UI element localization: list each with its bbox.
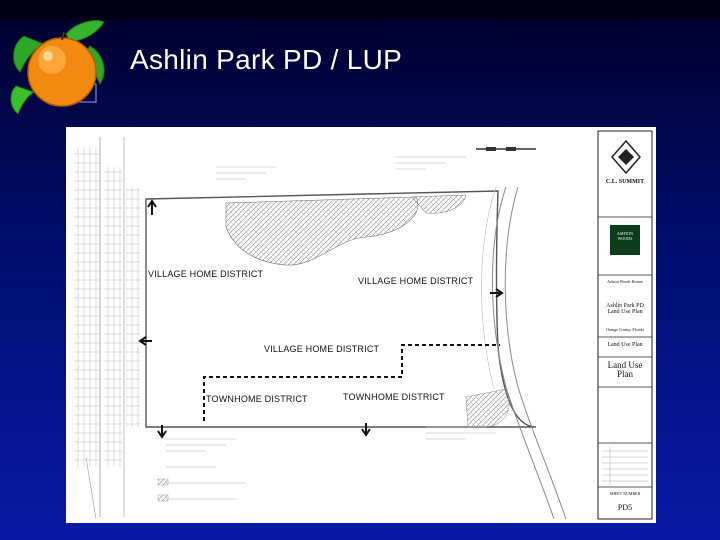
village-home-district-west-label: VILLAGE HOME DISTRICT	[148, 269, 264, 279]
townhome-district-east-label: TOWNHOME DISTRICT	[343, 392, 445, 402]
village-home-district-east-label: VILLAGE HOME DISTRICT	[358, 276, 474, 286]
project-title: Ashlin Park PD Land Use Plan	[606, 303, 644, 315]
sheet-title-small: Land Use Plan	[607, 342, 643, 348]
sheet-title-large: Land Use Plan	[607, 360, 643, 379]
village-home-district-center-label: VILLAGE HOME DISTRICT	[264, 344, 380, 354]
sheet-number-label: SHEET NUMBER	[609, 491, 641, 496]
land-use-plan-drawing	[66, 127, 656, 523]
builder-logo-text: ASHTON WOODS	[616, 231, 634, 241]
slide-title: Ashlin Park PD / LUP	[130, 44, 403, 75]
builder-name: Ashton Woods Homes	[607, 279, 643, 284]
orange-logo-icon	[4, 14, 116, 118]
county-name: Orange County, Florida	[606, 327, 644, 332]
firm-name: C.L. SUMMIT	[605, 179, 645, 185]
townhome-district-west-label: TOWNHOME DISTRICT	[206, 394, 308, 404]
sheet-number: PD5	[617, 503, 633, 512]
